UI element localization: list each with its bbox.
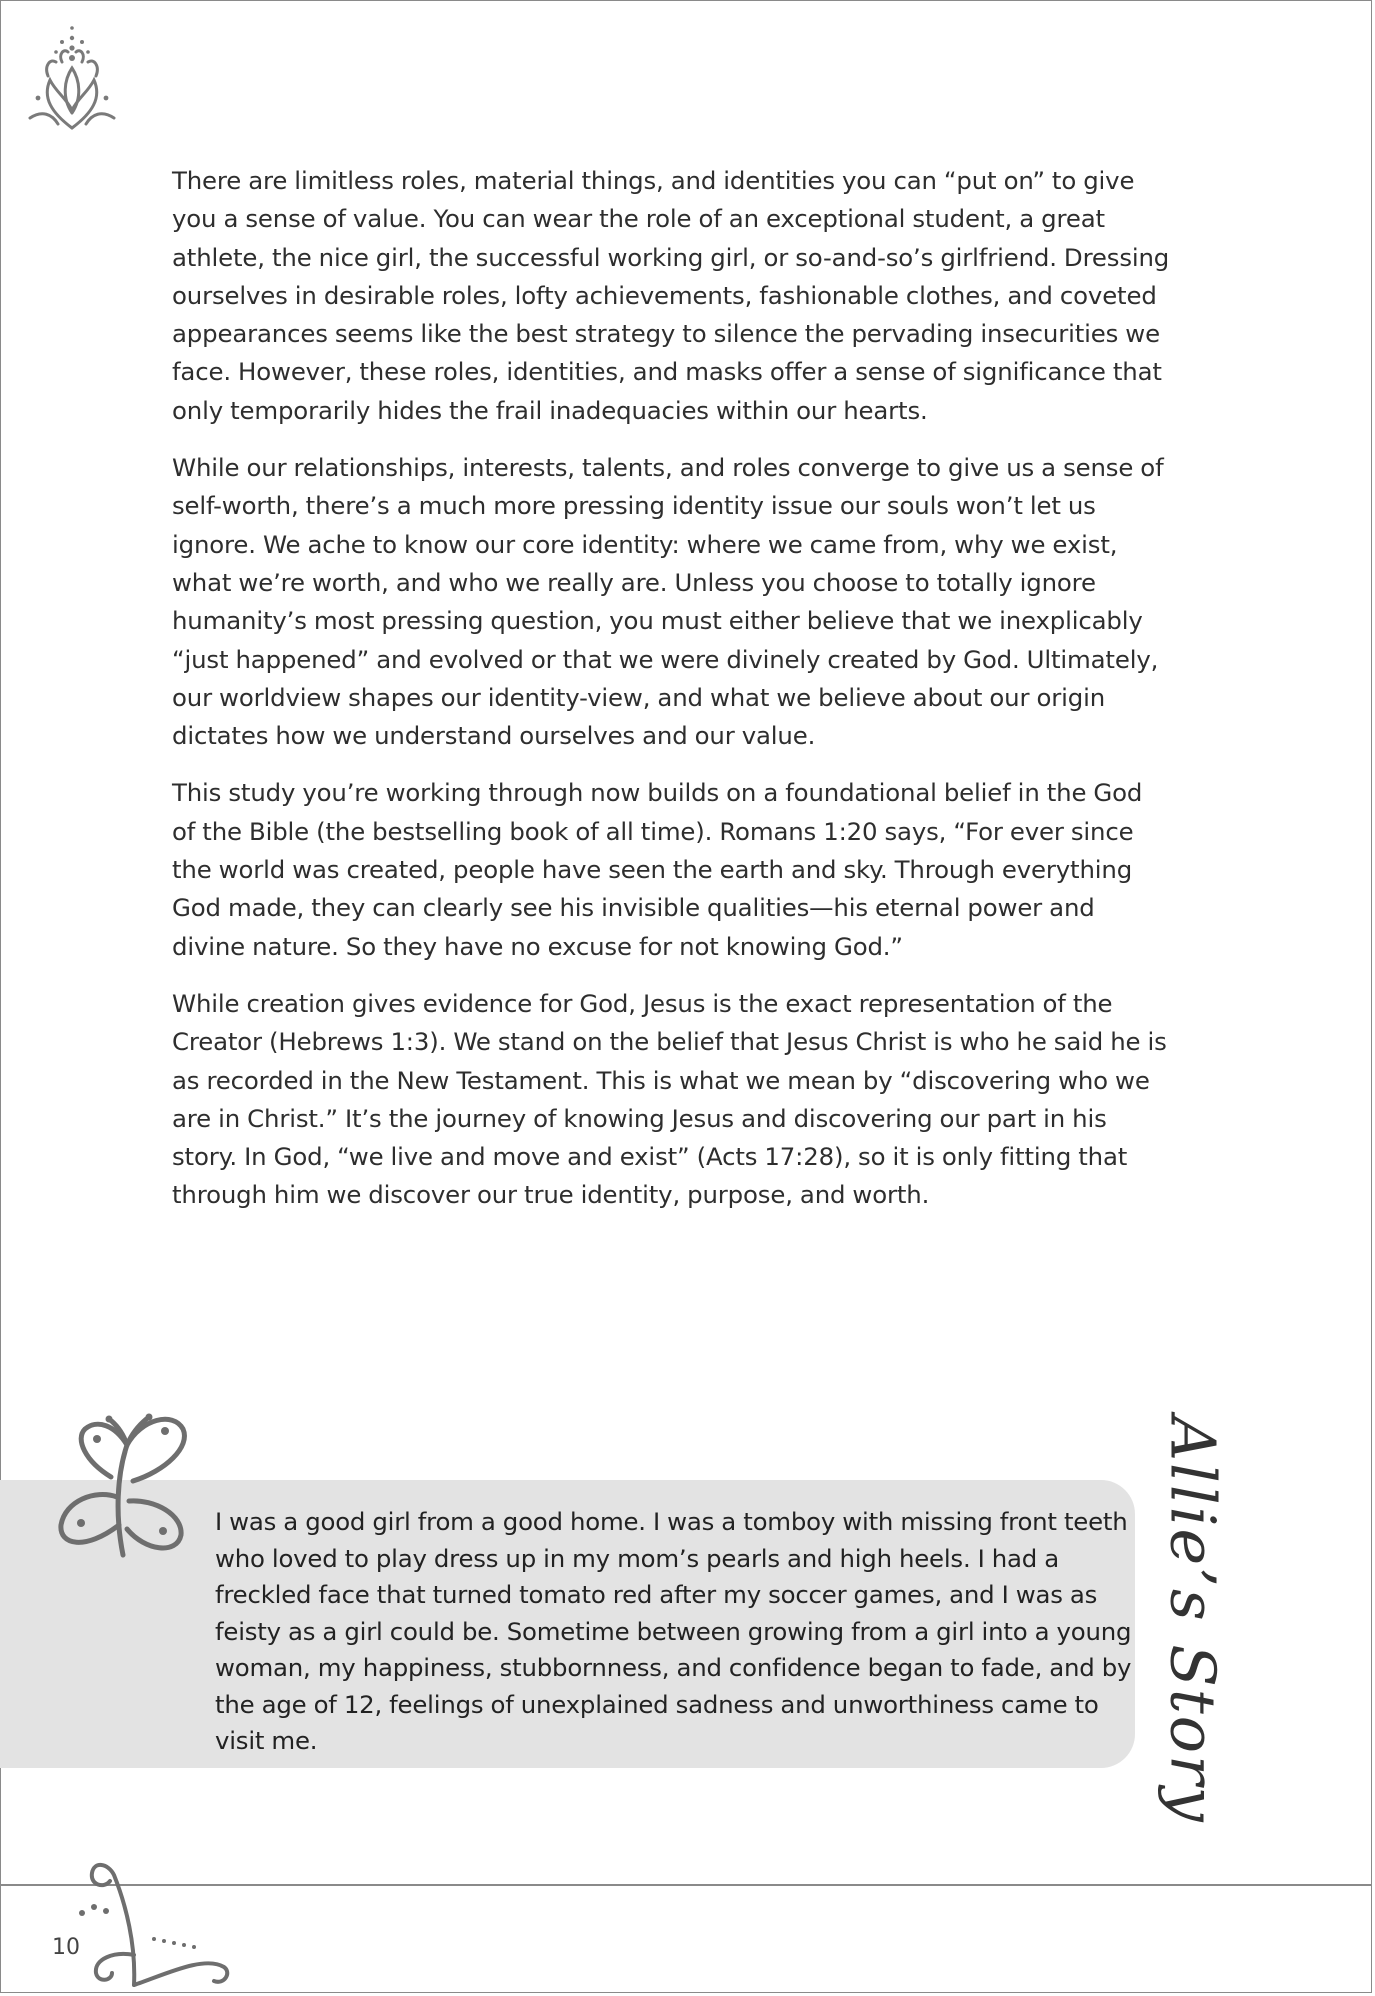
story-title <box>1156 1416 1230 1824</box>
paragraph-1: There are limitless roles, material things, and identities you can “put on” to give you a sense of value. You can wear the role of an exceptional student, a great athlete, the nice girl, the successful working girl, or so-and-so’s girlfriend. Dressing ourselves in desirable roles, lofty achievements, fashionable clothes, and coveted appearances seems like the best strategy to silence the pervading insecurities we face. However, these roles, identities, and masks offer a sense of significance that only temporarily hides the frail inadequacies within our hearts. <box>172 166 1170 425</box>
paragraph-2: While our relationships, interests, talents, and roles converge to give us a sense of self-worth, there’s a much more pressing identity issue our souls won’t let us ignore. We ache to know our core identity: where we came from, why we exist, what we’re worth, and who we really are. Unless you choose to totally ignore humanity’s most pressing question, you must either believe that we inexplicably “just happened” and evolved or that we were divinely created by God. Ultimately, our worldview shapes our identity-view, and what we believe about our origin dictates how we understand ourselves and our value. <box>172 453 1164 751</box>
butterfly-icon <box>45 1405 205 1575</box>
paragraph-4: While creation gives evidence for God, Jesus is the exact representation of the Creator (Hebrews 1:3). We stand on the belief that Jesus Christ is who he said he is as recorded in the New Testament. This is what we mean by “discovering who we are in Christ.” It’s the journey of knowing Jesus and discovering our part in his story. In God, “we live and move and exist” (Acts 17:28), so it is only fitting that through him we discover our true identity, purpose, and worth. <box>172 988 1167 1210</box>
paragraph-3: This study you’re working through now builds on a foundational belief in the God of the Bible (the bestselling book of all time). Romans 1:20 says, “For ever since the world was created, people have seen the earth and sky. Through everything God made, they can clearly see his invisible qualities—his eternal power and divine nature. So they have no excuse for not knowing God.” <box>172 778 1143 961</box>
floral-ornament-icon <box>22 18 122 134</box>
body-text <box>172 162 1172 1234</box>
page-number: 10 <box>52 1935 80 1960</box>
story-title-text: Allie’s Story <box>1156 1416 1230 1824</box>
swirl-ornament-icon <box>74 1855 234 1991</box>
story-text: I was a good girl from a good home. I was a tomboy with missing front teeth who loved to play dress up in my mom’s pearls and high heels. I had a freckled face that turned tomato red after my soccer games, and I was as feisty as a girl could be. Sometime between growing from a girl into a young woman, my happiness, stubbornness, and confidence began to fade, and by the age of 12, feelings of unexplained sadness and unworthiness came to visit me. <box>215 1507 1132 1755</box>
